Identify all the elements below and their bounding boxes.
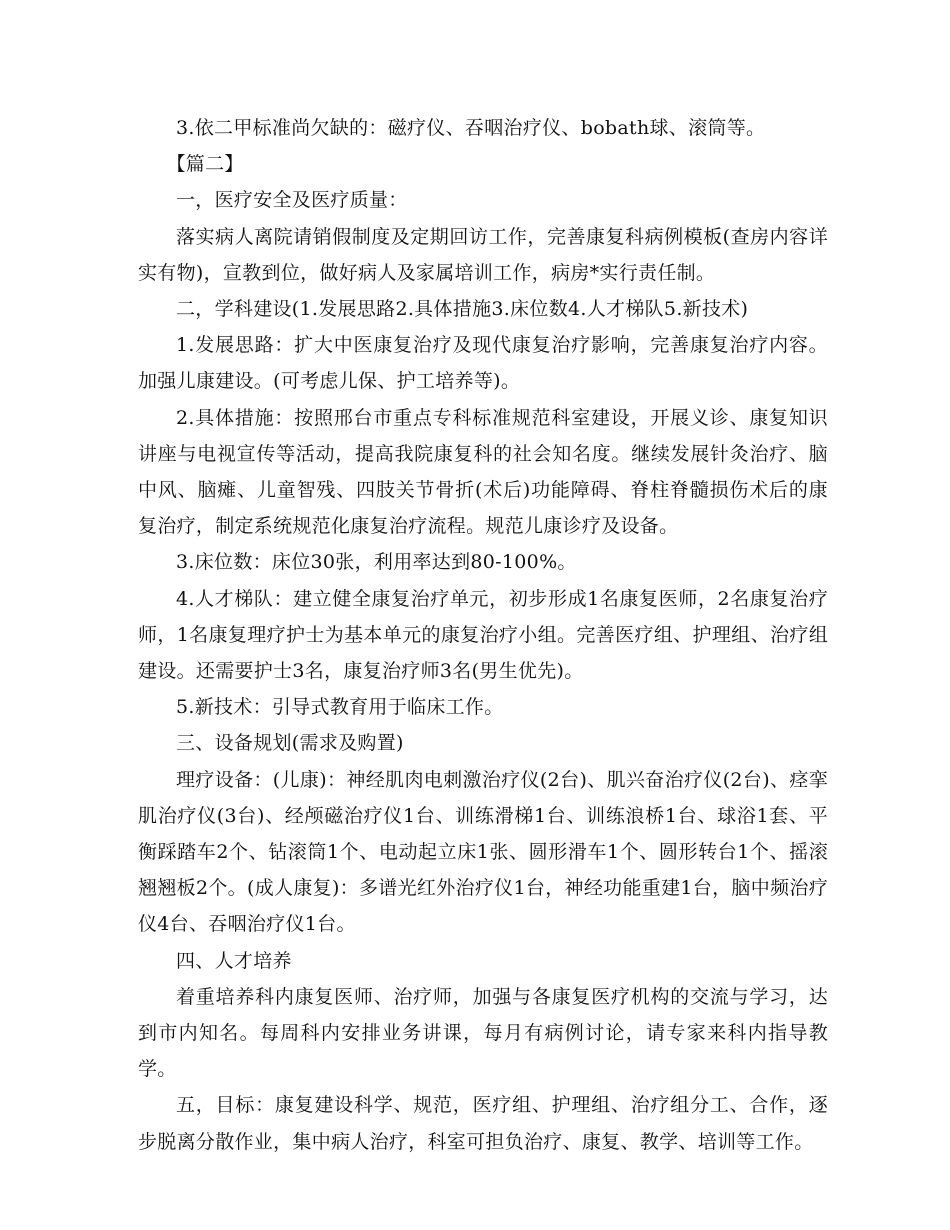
- paragraph-medical-safety: 落实病人离院请销假制度及定期回访工作，完善康复科病例模板(查房内容详实有物)，宣教到位，做好病人及家属培训工作，病房*实行责任制。: [138, 225, 828, 284]
- paragraph-new-technology: 5.新技术：引导式教育用于临床工作。: [176, 696, 504, 719]
- heading-talent-training: 四、人才培养: [176, 949, 292, 972]
- paragraph-specific-measures: 2.具体措施：按照邢台市重点专科标准规范科室建设，开展义诊、康复知识讲座与电视宣传等活动，提高我院康复科的社会知名度。继续发展针灸治疗、脑中风、脑瘫、儿童智残、四肢关节骨折(术后)功能障碍、脊柱脊髓损伤术后的康复治疗，制定系统规范化康复治疗流程。规范儿康诊疗及设备。: [138, 406, 828, 538]
- section-heading-part-two: 【篇二】: [166, 153, 244, 176]
- heading-discipline-building: 二，学科建设(1.发展思路2.具体措施3.床位数4.人才梯队5.新技术): [176, 298, 749, 321]
- heading-equipment-planning: 三、设备规划(需求及购置): [176, 732, 404, 755]
- document-body: [138, 110, 828, 1160]
- heading-medical-safety: 一，医疗安全及医疗质量：: [176, 189, 408, 212]
- paragraph-talent-echelon: 4.人才梯队：建立健全康复治疗单元，初步形成1名康复医师，2名康复治疗师，1名康复理疗护士为基本单元的康复治疗小组。完善医疗组、护理组、治疗组建设。还需要护士3名，康复治疗师3名(男生优先)。: [138, 587, 828, 683]
- paragraph-development-ideas: 1.发展思路：扩大中医康复治疗及现代康复治疗影响，完善康复治疗内容。加强儿康建设。(可考虑儿保、护工培养等)。: [138, 334, 828, 393]
- paragraph-equipment-list: 理疗设备：(儿康)：神经肌肉电刺激治疗仪(2台)、肌兴奋治疗仪(2台)、痉挛肌治疗仪(3台)、经颅磁治疗仪1台、训练滑梯1台、训练浪桥1台、球浴1套、平衡踩踏车2个、钻滚筒1个、电动起立床1张、圆形滑车1个、圆形转台1个、摇滚翘翘板2个。(成人康复)：多谱光红外治疗仪1台，神经功能重建1台，脑中频治疗仪4台、吞咽治疗仪1台。: [138, 768, 828, 936]
- paragraph-standards-missing: 3.依二甲标准尚欠缺的：磁疗仪、吞咽治疗仪、bobath球、滚筒等。: [176, 117, 766, 139]
- paragraph-bed-count: 3.床位数：床位30张，利用率达到80-100%。: [176, 551, 577, 574]
- paragraph-talent-training: 着重培养科内康复医师、治疗师，加强与各康复医疗机构的交流与学习，达到市内知名。每周科内安排业务讲课，每月有病例讨论，请专家来科内指导教学。: [138, 985, 828, 1081]
- paragraph-goals: 五，目标：康复建设科学、规范，医疗组、护理组、治疗组分工、合作，逐步脱离分散作业，集中病人治疗，科室可担负治疗、康复、教学、培训等工作。: [138, 1094, 828, 1153]
